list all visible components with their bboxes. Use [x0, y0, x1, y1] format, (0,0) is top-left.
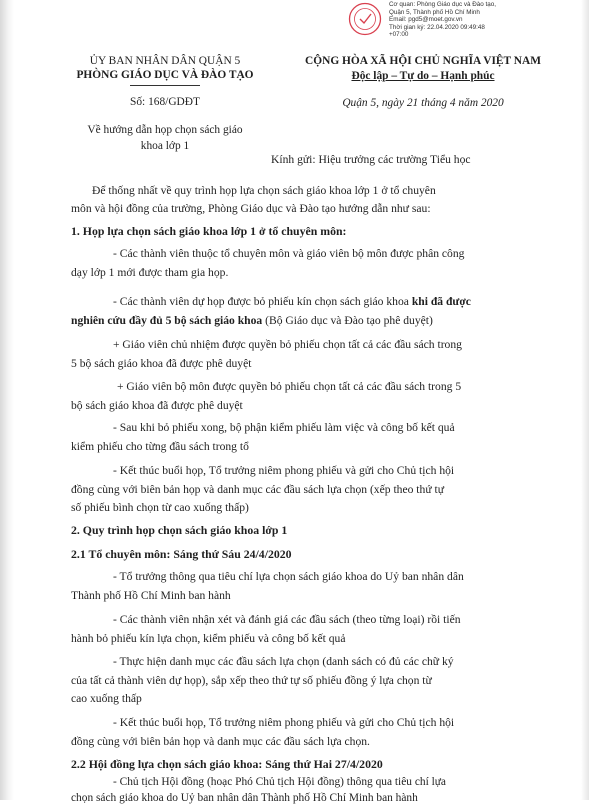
- paragraph: - Kết thúc buổi họp, Tổ trưởng niêm phong phiếu và gửi cho Chủ tịch hội đồng cùng với biên bản họp và danh mục các đầu sách lựa chọn (xếp theo thứ tự số phiếu bình chọn từ cao xuống thấp): [71, 464, 455, 514]
- intro-paragraph: Để thống nhất về quy trình họp lựa chọn sách giáo khoa lớp 1 ở tổ chuyên: [92, 184, 436, 197]
- section-2-title: 2. Quy trình họp chọn sách giáo khoa lớp 1: [71, 523, 288, 537]
- recipient: Kính gửi: Hiệu trưởng các trường Tiểu học: [271, 153, 471, 166]
- section-1-title: 1. Họp lựa chọn sách giáo khoa lớp 1 ở tổ chuyên môn:: [71, 224, 347, 238]
- signature-line: Email: pgd5@moet.gov.vn: [389, 16, 463, 24]
- signature-line: +07:00: [389, 31, 409, 39]
- page-shadow-right: [581, 0, 589, 800]
- section-2-2-title: 2.2 Hội đồng lựa chọn sách giáo khoa: Sáng thứ Hai 27/4/2020: [71, 757, 383, 771]
- section-2-1-title: 2.1 Tổ chuyên môn: Sáng thứ Sáu 24/4/2020: [71, 547, 292, 561]
- signature-line: Thời gian ký: 22.04.2020 09:49:48: [389, 23, 485, 31]
- issuing-authority: ỦY BAN NHÂN DÂN QUẬN 5: [89, 55, 241, 67]
- issuing-department: PHÒNG GIÁO DỤC VÀ ĐÀO TẠO: [76, 69, 254, 81]
- paragraph: - Kết thúc buổi họp, Tổ trưởng niêm phong phiếu và gửi cho Chủ tịch hội đồng cùng với biên bản họp và danh mục các đầu sách lựa chọn.: [71, 716, 455, 748]
- header-left-rule: [130, 85, 200, 86]
- paragraph: - Chủ tịch Hội đồng (hoạc Phó Chủ tịch Hội đồng) thông qua tiêu chí lựa chọn sách giáo khoa do Uỷ ban nhân dân Thành phố Hồ Chí Minh ban hành: [71, 776, 446, 804]
- signature-line: Quận 5, Thành phố Hồ Chí Minh: [389, 8, 480, 16]
- document-date: Quận 5, ngày 21 tháng 4 năm 2020: [342, 97, 504, 109]
- paragraph: - Các thành viên nhận xét và đánh giá các đầu sách (theo từng loại) rồi tiến hành bỏ phiếu kín lựa chọn, kiểm phiếu và công bố kết quả: [71, 613, 461, 645]
- national-title: CỘNG HÒA XÃ HỘI CHỦ NGHĨA VIỆT NAM: [305, 55, 541, 67]
- paragraph: + Giáo viên chủ nhiệm được quyền bỏ phiếu chọn tất cả các đầu sách trong 5 bộ sách giáo khoa đã được phê duyệt: [71, 338, 462, 370]
- signature-line: Cơ quan: Phòng Giáo dục và Đào tạo,: [389, 1, 497, 8]
- paragraph: + Giáo viên bộ môn được quyền bỏ phiếu chọn tất cả các đầu sách trong 5 bộ sách giáo khoa đã được phê duyệt: [71, 380, 462, 412]
- paragraph: - Sau khi bỏ phiếu xong, bộ phận kiểm phiếu làm việc và công bố kết quả kiểm phiếu cho từng đầu sách trong tổ: [71, 421, 455, 453]
- paragraph: - Các thành viên thuộc tổ chuyên môn và giáo viên bộ môn được phân công dạy lớp 1 mới được tham gia họp.: [71, 247, 465, 279]
- paragraph: - Tổ trưởng thông qua tiêu chí lựa chọn sách giáo khoa do Uỷ ban nhân dân Thành phố Hồ Chí Minh ban hành: [71, 570, 464, 602]
- paragraph: - Thực hiện danh mục các đầu sách lựa chọn (danh sách có đủ các chữ ký của tất cả thành viên dự họp), sắp xếp theo thứ tự số phiếu đồng ý lựa chọn từ cao xuống thấp: [71, 655, 454, 705]
- paragraph: - Các thành viên dự họp được bỏ phiếu kín chọn sách giáo khoa khi đã được nghiên cứu đầy đủ 5 bộ sách giáo khoa (Bộ Giáo dục và Đào tạo phê duyệt): [71, 295, 471, 327]
- document-subject-line2: khoa lớp 1: [140, 140, 190, 152]
- intro-paragraph-cont: môn và hội đồng của trường, Phòng Giáo dục và Đào tạo hướng dẫn như sau:: [71, 202, 431, 215]
- national-motto: Độc lập – Tự do – Hạnh phúc: [351, 70, 495, 82]
- document-number: Số: 168/GDĐT: [130, 96, 200, 108]
- document-subject-line1: Về hướng dẫn họp chọn sách giáo: [87, 124, 243, 136]
- digital-signature-stamp-icon: [348, 2, 382, 36]
- digital-signature-info: [389, 1, 496, 39]
- page-shadow-left: [0, 0, 14, 800]
